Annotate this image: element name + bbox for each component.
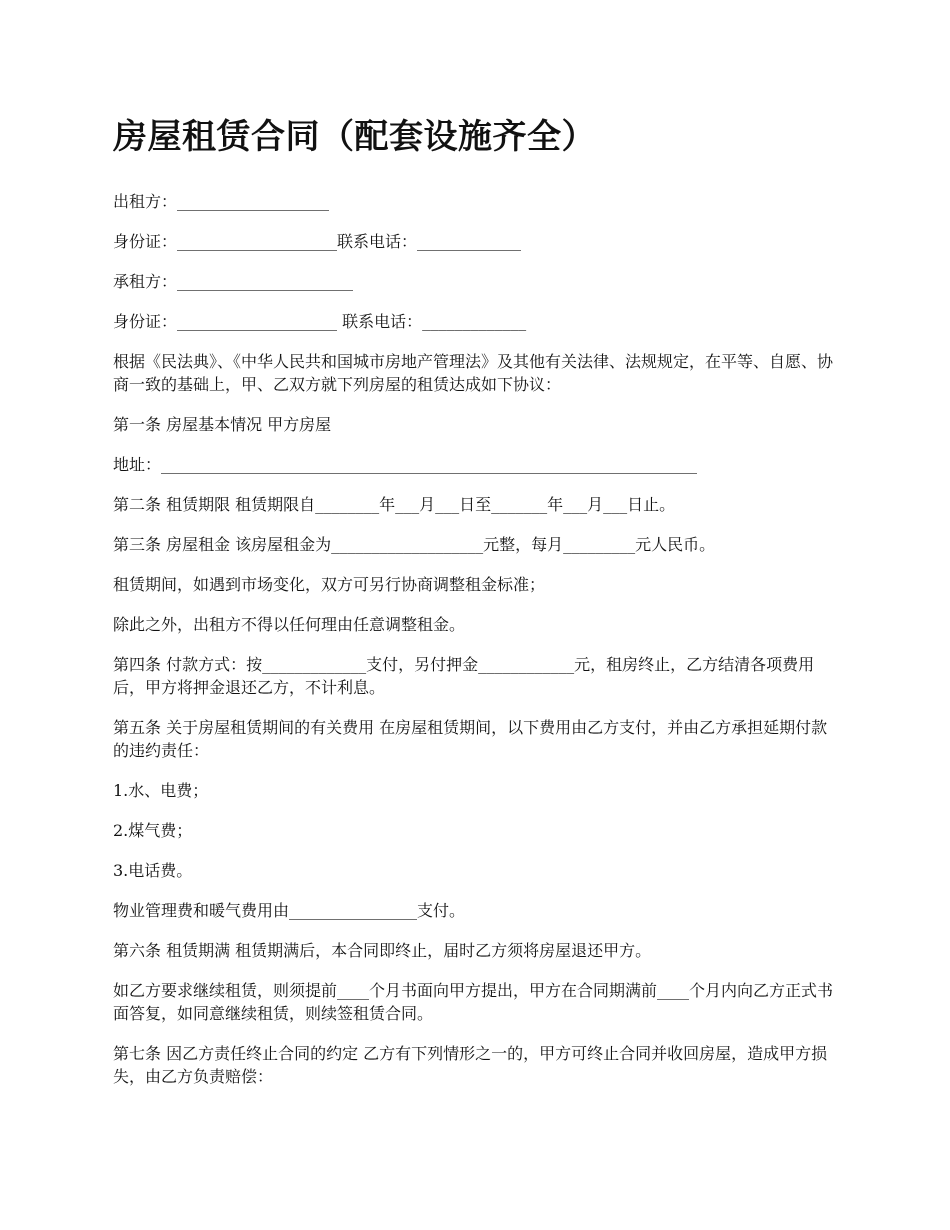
- article-2: 第二条 租赁期限 租赁期限自________年___月___日至_______年___月___日止。: [113, 495, 676, 514]
- article-6: 第六条 租赁期满 租赁期满后，本合同即终止，届时乙方须将房屋退还甲方。: [113, 941, 652, 960]
- article-5: 第五条 关于房屋租赁期间的有关费用 在房屋租赁期间，以下费用由乙方支付，并由乙方承担延期付款的违约责任：: [113, 718, 828, 760]
- lessor-id-phone-line: 身份证：____________________联系电话：_____________: [113, 232, 522, 251]
- rent-no-change-paragraph: 除此之外，出租方不得以任何理由任意调整租金。: [113, 615, 466, 634]
- fee-item-1: 1.水、电费；: [113, 781, 209, 800]
- lessee-id-phone-line: 身份证：____________________ 联系电话：_____________: [113, 312, 527, 331]
- fee-item-3: 3.电话费。: [113, 861, 193, 880]
- renewal-paragraph: 如乙方要求继续租赁，则须提前____个月书面向甲方提出，甲方在合同期满前____个月内向乙方正式书面答复，如同意继续租赁，则续签租赁合同。: [113, 981, 834, 1023]
- address-line: 地址：___________________________________________________________________: [113, 455, 698, 474]
- document-title: 房屋租赁合同（配套设施齐全）: [113, 117, 596, 157]
- fee-item-2: 2.煤气费；: [113, 821, 193, 840]
- article-7: 第七条 因乙方责任终止合同的约定 乙方有下列情形之一的，甲方可终止合同并收回房屋，造成甲方损失，由乙方负责赔偿：: [113, 1044, 828, 1086]
- property-fee-paragraph: 物业管理费和暖气费用由________________支付。: [113, 901, 466, 920]
- article-3: 第三条 房屋租金 该房屋租金为___________________元整，每月_________元人民币。: [113, 535, 716, 554]
- article-1: 第一条 房屋基本情况 甲方房屋: [113, 415, 332, 434]
- lessor-line: 出租方：___________________: [113, 192, 330, 211]
- contract-page: [113, 110, 843, 1105]
- preamble-paragraph: 根据《民法典》、《中华人民共和国城市房地产管理法》及其他有关法律、法规规定，在平等、自愿、协商一致的基础上，甲、乙双方就下列房屋的租赁达成如下协议：: [113, 352, 834, 394]
- rent-adjust-paragraph: 租赁期间，如遇到市场变化，双方可另行协商调整租金标准；: [113, 575, 546, 594]
- lessee-line: 承租方：______________________: [113, 272, 354, 291]
- article-4: 第四条 付款方式：按_____________支付，另付押金____________元，租房终止，乙方结清各项费用后，甲方将押金退还乙方，不计利息。: [113, 655, 815, 697]
